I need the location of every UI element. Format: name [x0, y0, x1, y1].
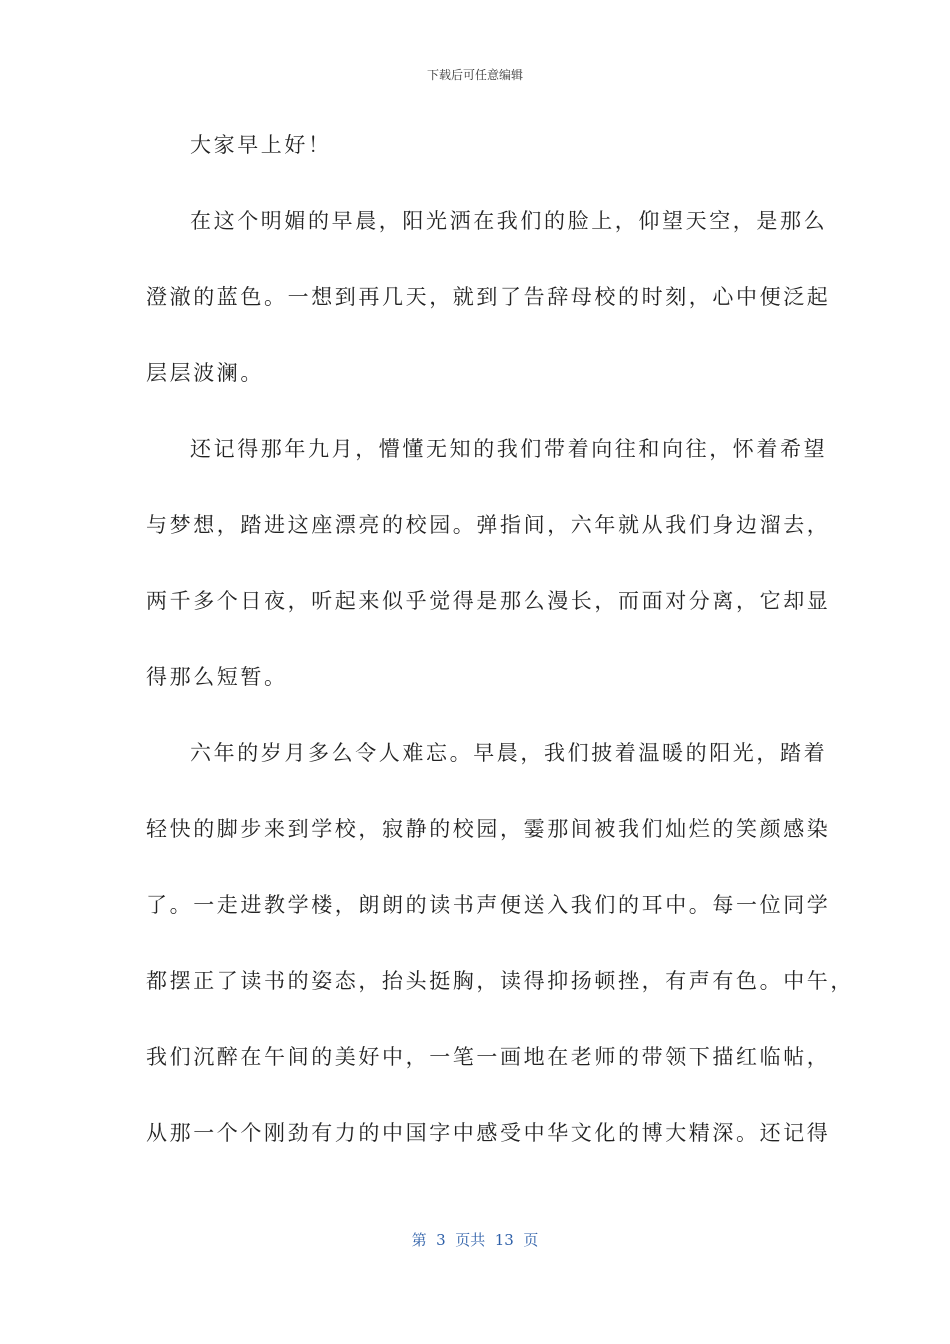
- paragraph-line: 得那么短暂。: [146, 665, 288, 689]
- paragraph-line: 大家早上好！: [190, 133, 332, 157]
- paragraph-line: 了。一走进教学楼，朗朗的读书声便送入我们的耳中。每一位同学: [146, 893, 831, 917]
- paragraph-line: 轻快的脚步来到学校，寂静的校园，霎那间被我们灿烂的笑颜感染: [146, 817, 831, 841]
- paragraph-line: 两千多个日夜，听起来似乎觉得是那么漫长，而面对分离，它却显: [146, 589, 831, 613]
- paragraph-line: 层层波澜。: [146, 361, 264, 385]
- document-body: [146, 120, 854, 1184]
- page-header-note: 下载后可任意编辑: [426, 68, 523, 82]
- page-number-footer: 第 3 页共 13 页: [411, 1231, 539, 1249]
- paragraph-line: 都摆正了读书的姿态，抬头挺胸，读得抑扬顿挫，有声有色。中午，: [146, 969, 854, 993]
- paragraph-line: 澄澈的蓝色。一想到再几天，就到了告辞母校的时刻，心中便泛起: [146, 285, 831, 309]
- paragraph-line: 与梦想，踏进这座漂亮的校园。弹指间，六年就从我们身边溜去，: [146, 513, 831, 537]
- paragraph-line: 我们沉醉在午间的美好中，一笔一画地在老师的带领下描红临帖，: [146, 1045, 831, 1069]
- paragraph-line: 从那一个个刚劲有力的中国字中感受中华文化的博大精深。还记得: [146, 1121, 831, 1145]
- paragraph-line: 还记得那年九月，懵懂无知的我们带着向往和向往，怀着希望: [190, 437, 828, 461]
- paragraph-line: 在这个明媚的早晨，阳光洒在我们的脸上，仰望天空，是那么: [190, 209, 828, 233]
- paragraph-line: 六年的岁月多么令人难忘。早晨，我们披着温暖的阳光，踏着: [190, 741, 828, 765]
